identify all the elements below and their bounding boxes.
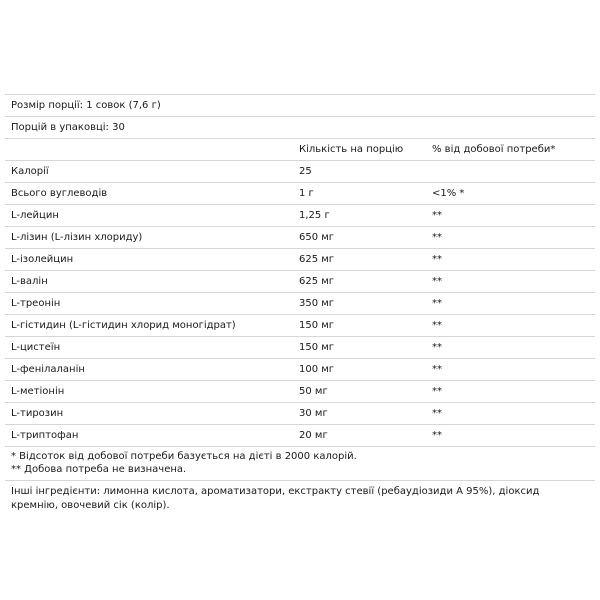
nutrient-daily-value: ** xyxy=(432,232,442,243)
nutrient-amount: 350 мг xyxy=(299,298,335,309)
nutrient-daily-value: ** xyxy=(432,342,442,353)
footnote-daily-value: * Відсоток від добової потреби базується на дієті в 2000 калорій. xyxy=(11,451,357,462)
nutrient-daily-value: ** xyxy=(432,430,442,441)
nutrient-amount: 20 мг xyxy=(299,430,328,441)
nutrient-daily-value: ** xyxy=(432,408,442,419)
table-row xyxy=(5,403,595,424)
nutrient-name: Калорії xyxy=(11,166,49,177)
nutrient-amount: 30 мг xyxy=(299,408,328,419)
footnote-not-established: ** Добова потреба не визначена. xyxy=(11,464,187,475)
nutrient-name: L-ізолейцин xyxy=(11,254,74,265)
nutrient-daily-value: ** xyxy=(432,276,442,287)
nutrient-name: L-фенілаланін xyxy=(11,364,85,375)
nutrient-amount: 25 xyxy=(299,166,312,177)
nutrient-name: L-валін xyxy=(11,276,48,287)
nutrient-name: L-тирозин xyxy=(11,408,64,419)
nutrient-name: L-лейцин xyxy=(11,210,59,221)
nutrient-daily-value: ** xyxy=(432,298,442,309)
nutrient-name: L-гістидин (L-гістидин хлорид моногідрат) xyxy=(11,320,236,331)
daily-value-column-header: % від добової потреби* xyxy=(432,144,556,155)
nutrient-daily-value: ** xyxy=(432,386,442,397)
table-row xyxy=(5,425,595,446)
supplement-facts-panel xyxy=(5,94,595,513)
nutrient-daily-value: ** xyxy=(432,320,442,331)
nutrient-daily-value: ** xyxy=(432,364,442,375)
column-header-row xyxy=(5,139,595,160)
table-row xyxy=(5,293,595,314)
table-row xyxy=(5,205,595,226)
amount-column-header: Кількість на порцію xyxy=(299,144,404,155)
nutrient-amount: 1 г xyxy=(299,188,314,199)
table-row xyxy=(5,315,595,336)
nutrient-table xyxy=(5,161,595,447)
table-row xyxy=(5,183,595,204)
other-ingredients: Інші інгредієнти: лимонна кислота, ароматизатори, екстракту стевії (ребаудіозиди А 95%), діоксид кремнію, овочевий сік (колір). xyxy=(11,486,540,511)
nutrient-daily-value: <1% * xyxy=(432,188,465,199)
table-row xyxy=(5,249,595,270)
nutrient-amount: 650 мг xyxy=(299,232,335,243)
nutrient-amount: 625 мг xyxy=(299,254,335,265)
serving-size: Розмір порції: 1 совок (7,6 г) xyxy=(11,100,161,111)
nutrient-amount: 150 мг xyxy=(299,320,335,331)
nutrient-name: L-треонін xyxy=(11,298,61,309)
nutrient-name: L-лізин (L-лізин хлориду) xyxy=(11,232,143,243)
table-row xyxy=(5,271,595,292)
table-row xyxy=(5,161,595,182)
nutrient-name: L-цистеїн xyxy=(11,342,61,353)
nutrient-daily-value: ** xyxy=(432,210,442,221)
table-row xyxy=(5,337,595,358)
nutrient-name: L-метіонін xyxy=(11,386,65,397)
nutrient-amount: 1,25 г xyxy=(299,210,330,221)
table-row xyxy=(5,227,595,248)
servings-per-container: Порцій в упаковці: 30 xyxy=(11,122,125,133)
nutrient-amount: 625 мг xyxy=(299,276,335,287)
table-row xyxy=(5,381,595,402)
nutrient-amount: 150 мг xyxy=(299,342,335,353)
nutrient-daily-value: ** xyxy=(432,254,442,265)
footnotes xyxy=(5,447,595,480)
nutrient-amount: 100 мг xyxy=(299,364,335,375)
nutrient-name: Всього вуглеводів xyxy=(11,188,108,199)
nutrient-amount: 50 мг xyxy=(299,386,328,397)
table-row xyxy=(5,359,595,380)
nutrient-name: L-триптофан xyxy=(11,430,79,441)
